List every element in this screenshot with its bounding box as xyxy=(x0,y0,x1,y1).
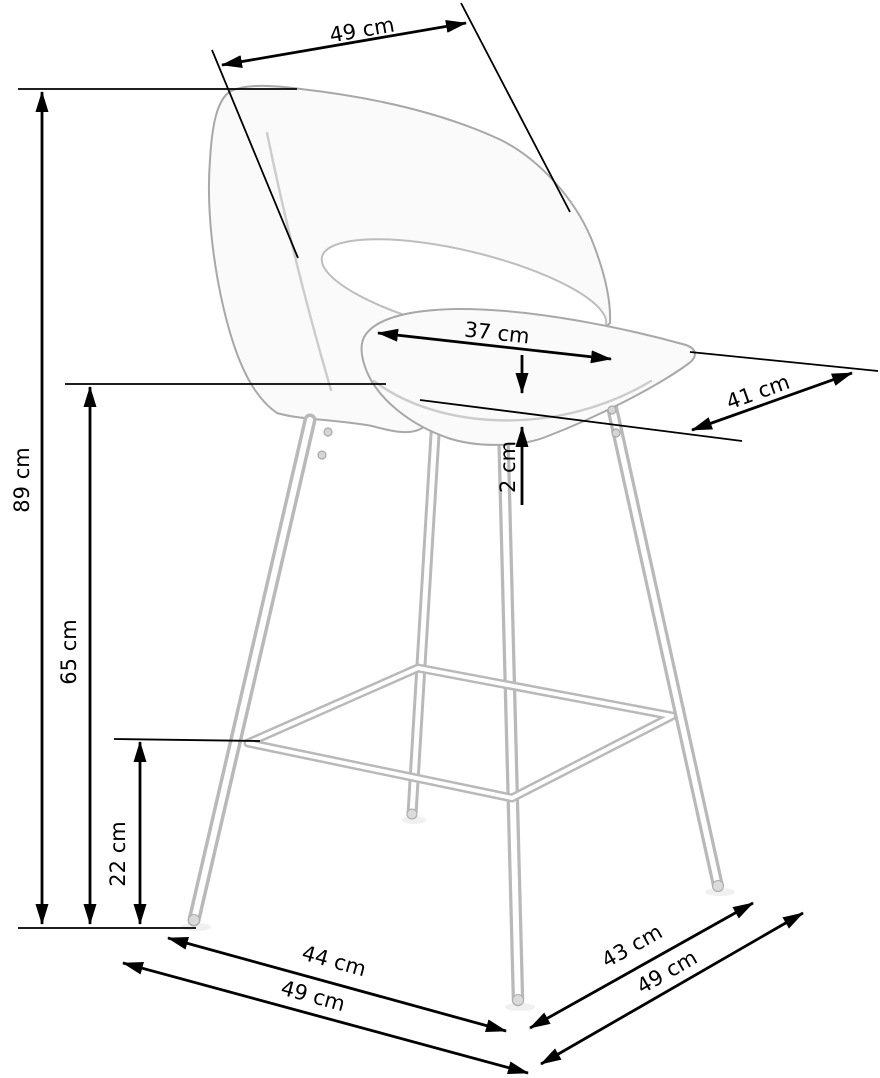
foot-cap-left xyxy=(189,915,200,926)
foot-cap-back xyxy=(407,809,417,819)
stool-legs xyxy=(194,398,718,1000)
dimension-label-total-height: 89 cm xyxy=(10,447,34,513)
dimension-label-back-width: 49 cm xyxy=(327,12,397,48)
dimension-label-footrest-height: 22 cm xyxy=(106,821,130,887)
extension-line-seat-depth-top xyxy=(690,352,878,371)
dimension-label-base-front-width: 44 cm xyxy=(299,940,369,982)
dimension-line-base-front-width-outer xyxy=(123,963,528,1073)
stool-leg-left-highlight xyxy=(194,420,310,920)
screw-left-upper xyxy=(324,428,332,436)
dimension-line-base-side-depth xyxy=(530,903,753,1028)
footrest-ring-highlight xyxy=(248,668,672,798)
dimension-label-seat-depth: 41 cm xyxy=(723,369,793,415)
dimension-label-seat-thickness: 2 cm xyxy=(496,440,520,494)
dimension-label-base-front-width-outer: 49 cm xyxy=(278,975,348,1017)
foot-cap-right xyxy=(713,881,724,892)
dimension-label-base-side-depth: 43 cm xyxy=(597,919,667,973)
dimension-label-seat-width: 37 cm xyxy=(463,317,531,349)
screw-right-lower xyxy=(612,429,620,437)
dimension-label-seat-height: 65 cm xyxy=(57,619,81,685)
stool-leg-right-highlight xyxy=(610,398,718,886)
footrest-ring xyxy=(248,668,672,798)
screw-right-upper xyxy=(608,406,616,414)
dimension-label-base-side-depth-outer: 49 cm xyxy=(632,945,702,999)
dimension-line-base-side-depth-outer xyxy=(541,913,803,1064)
stool-leg-back-highlight xyxy=(412,418,436,814)
stool-drawing xyxy=(181,86,735,1011)
foot-cap-front xyxy=(513,995,524,1006)
screw-left-lower xyxy=(318,451,326,459)
